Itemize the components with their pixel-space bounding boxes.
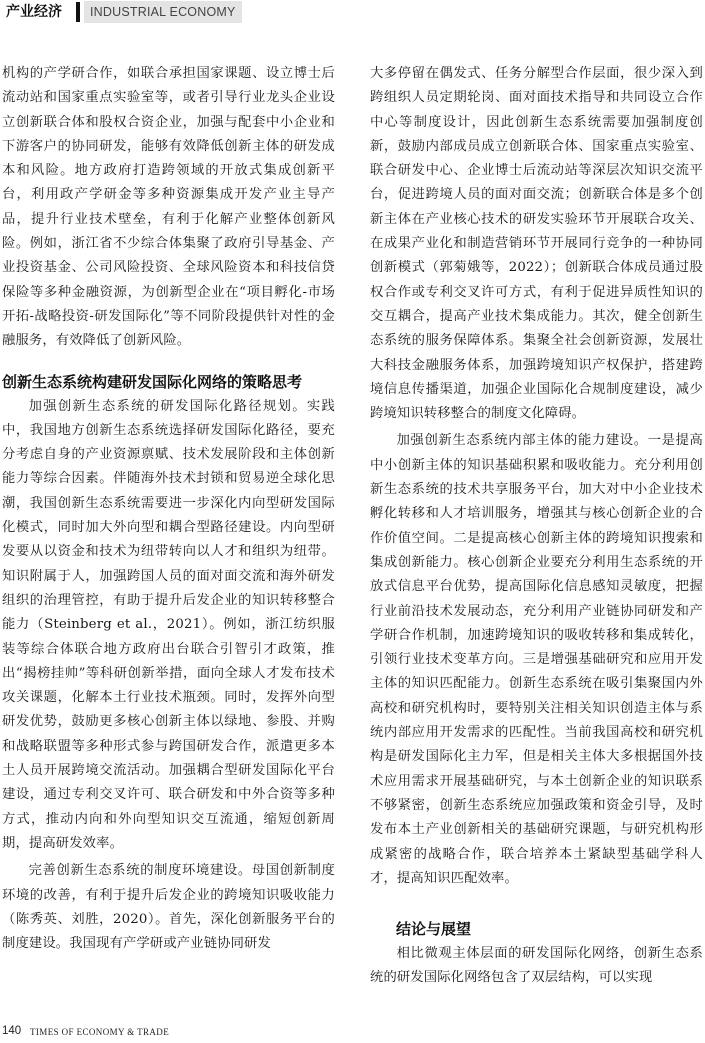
- section-divider-bar: [76, 2, 80, 22]
- left-column: [2, 62, 335, 956]
- page-header: [0, 0, 705, 26]
- section-heading-strategy: 创新生态系统构建研发国际化网络的策略思考: [2, 372, 303, 391]
- right-paragraph-2: 加强创新生态系统内部主体的能力建设。一是提高中小创新主体的知识基础积累和吸收能力。充分利用创新生态系统的技术共享服务平台，加大对中小企业技术孵化转移和人才培训服务，增强其与核心创新企业的合作价值空间。二是提高核心创新主体的跨境知识搜索和集成创新能力。核心创新企业要充分利用生态系统的开放式信息平台优势，提高国际化信息感知灵敏度，把握行业前沿技术发展动态，充分利用产业链协同研发和产学研合作机制，加速跨境知识的吸收转移和集成转化，引领行业技术变革方向。三是增强基础研究和应用开发主体的知识匹配能力。创新生态系统在吸引集聚国内外高校和研究机构时，要特别关注相关知识创造主体与系统内部应用开发需求的匹配性。当前我国高校和研究机构是研发国际化主力军，但是相关主体大多根据国外技术应用需求开展基础研究，与本土创新企业的知识联系不够紧密，创新生态系统应加强政策和资金引导，及时发布本土产业创新相关的基础研究课题，与研究机构形成紧密的战略合作，联合培养本土紧缺型基础学科人才，提高知识匹配效率。: [370, 433, 703, 886]
- journal-name: TIMES OF ECONOMY & TRADE: [30, 1027, 170, 1037]
- left-paragraph-1: 机构的产学研合作，如联合承担国家课题、设立博士后流动站和国家重点实验室等，或者引导行业龙头企业设立创新联合体和股权合资企业，加强与配套中小企业和下游客户的协同研发，能够有效降低创新主体的研发成本和风险。地方政府打造跨领域的开放式集成创新平台，利用政产学研金等多种资源集成开发产业主导产品，提升行业技术壁垒，有利于化解产业整体创新风险。例如，浙江省不少综合体集聚了政府引导基金、产业投资基金、公司风险投资、全球风险资本和科技信贷保险等多种金融资源，为创新型企业在“项目孵化-市场开拓-战略投资-研发国际化”等不同阶段提供针对性的金融服务，有效降低了创新风险。: [2, 66, 335, 349]
- section-label-en: INDUSTRIAL ECONOMY: [84, 1, 242, 23]
- left-paragraph-3: 完善创新生态系统的制度环境建设。母国创新制度环境的改善，有利于提升后发企业的跨境知识吸收能力（陈秀英、刘胜，2020）。首先，深化创新服务平台的制度建设。我国现有产学研或产业链协同研发: [2, 863, 335, 952]
- right-paragraph-3: 相比微观主体层面的研发国际化网络，创新生态系统的研发国际化网络包含了双层结构，可以实现: [370, 946, 703, 986]
- right-column: [370, 62, 703, 991]
- page-number: 140: [2, 1025, 22, 1037]
- left-paragraph-2: 加强创新生态系统的研发国际化路径规划。实践中，我国地方创新生态系统选择研发国际化路径，要充分考虑自身的产业资源禀赋、技术发展阶段和主体创新能力等综合因素。伴随海外技术封锁和贸易逆全球化思潮，我国创新生态系统需要进一步深化内向型研发国际化模式，同时加大外向型和耦合型路径建设。内向型研发要从以资金和技术为纽带转向以人才和组织为纽带。知识附属于人，加强跨国人员的面对面交流和海外研发组织的治理管控，有助于提升后发企业的知识转移整合能力（Steinberg et al.，2021）。例如，浙江纺织服装等综合体联合地方政府出台联合引智引才政策，推出“揭榜挂帅”等科研创新举措，面向全球人才发布技术攻关课题，化解本土行业技术瓶颈。同时，发挥外向型研发优势，鼓励更多核心创新主体以绿地、参股、并购和战略联盟等多种形式参与跨国研发合作，派遣更多本土人员开展跨境交流活动。加强耦合型研发国际化平台建设，通过专利交叉许可、联合研发和中外合资等多种方式，推动内向和外向型知识交互流通，缩短创新周期，提高研发效率。: [2, 398, 335, 851]
- section-heading-conclusion: 结论与展望: [396, 920, 472, 939]
- page-footer: [0, 1022, 705, 1042]
- section-label-cn: 产业经济: [0, 0, 84, 24]
- right-paragraph-1: 大多停留在偶发式、任务分解型合作层面，很少深入到跨组织人员定期轮岗、面对面技术指导和共同设立合作中心等制度设计，因此创新生态系统需要加强制度创新，鼓励内部成员成立创新联合体、国家重点实验室、联合研发中心、企业博士后流动站等深层次知识交流平台，促进跨境人员的面对面交流；创新联合体是多个创新主体在产业核心技术的研发实验环节开展联合攻关、在成果产业化和制造营销环节开展同行竞争的一种协同创新模式（郭菊娥等，2022）；创新联合体成员通过股权合作或专利交叉许可方式，有利于促进异质性知识的交互耦合，提高产业技术集成能力。其次，健全创新生态系统的服务保障体系。集聚全社会创新资源，发展壮大科技金融服务体系，加强跨境知识产权保护，搭建跨境信息传播渠道，加强企业国际化合规制度建设，减少跨境知识转移整合的制度文化障碍。: [370, 66, 703, 422]
